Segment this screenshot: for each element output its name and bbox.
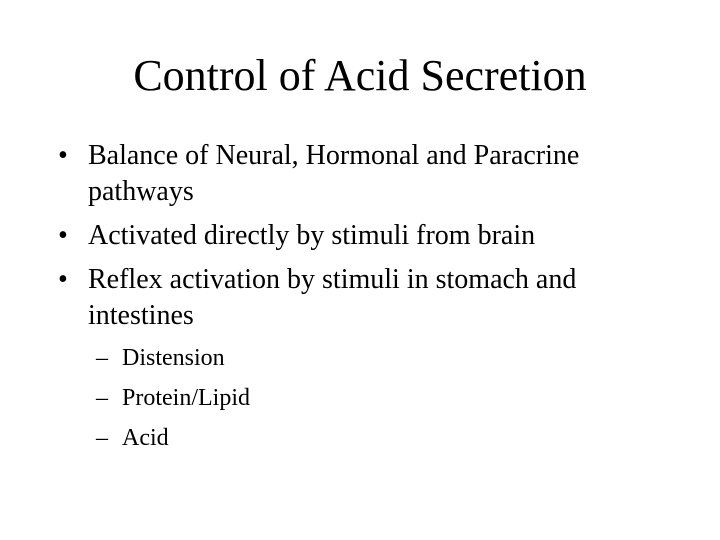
bullet-text: Balance of Neural, Hormonal and Paracrine pathways (88, 140, 580, 207)
bullet-marker: • (58, 140, 68, 171)
sub-bullet-marker: – (96, 425, 108, 451)
sub-bullet-item (96, 418, 674, 458)
sub-bullet-text: Distension (122, 345, 225, 371)
sub-bullet-marker: – (96, 345, 108, 371)
sub-bullet-list (88, 338, 674, 458)
sub-bullet-item (96, 378, 674, 418)
slide-title: Control of Acid Secretion (133, 51, 587, 100)
bullet-list (54, 138, 674, 466)
sub-bullet-text: Protein/Lipid (122, 385, 250, 411)
bullet-item (54, 218, 674, 254)
bullet-text: Activated directly by stimuli from brain (88, 220, 536, 251)
sub-bullet-item (96, 338, 674, 378)
bullet-text: Reflex activation by stimuli in stomach and intestines (88, 264, 577, 331)
sub-bullet-marker: – (96, 385, 108, 411)
bullet-item (54, 262, 674, 458)
sub-bullet-text: Acid (122, 425, 169, 451)
bullet-marker: • (58, 264, 68, 295)
bullet-marker: • (58, 220, 68, 251)
bullet-item (54, 138, 674, 210)
